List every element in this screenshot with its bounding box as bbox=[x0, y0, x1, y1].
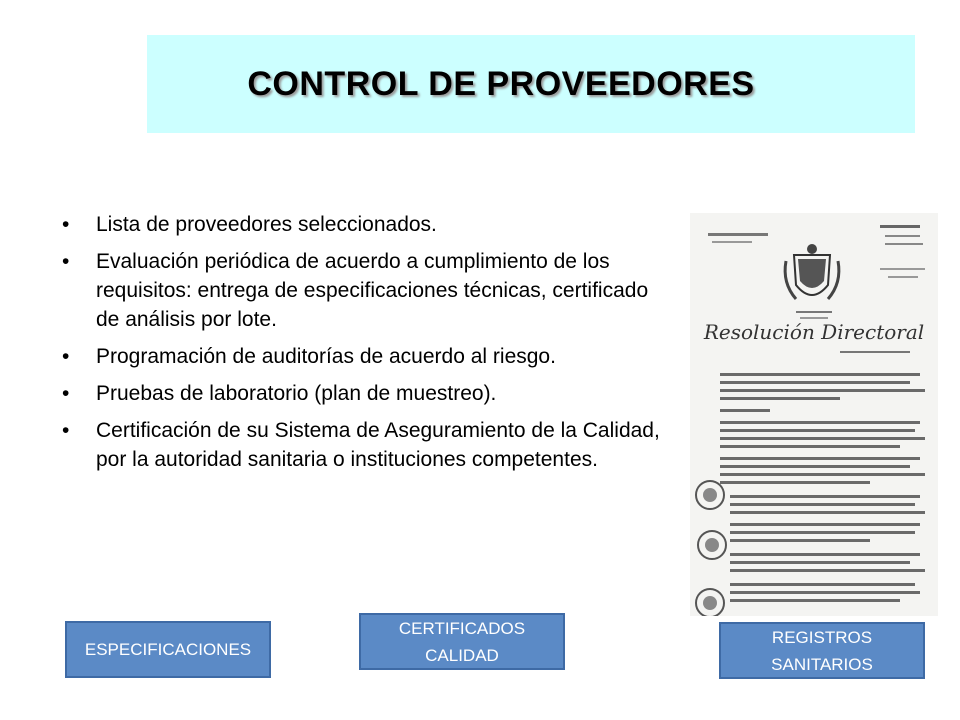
document-heading: Resolución Directoral bbox=[703, 320, 925, 344]
bullet-icon: • bbox=[62, 213, 70, 236]
registros-label-line1: REGISTROS bbox=[771, 627, 873, 647]
list-item: • Programación de auditorías de acuerdo al riesgo. bbox=[62, 342, 662, 371]
document-scan-illustration bbox=[690, 213, 938, 616]
bullet-icon: • bbox=[62, 419, 70, 442]
registros-label-line2: SANITARIOS bbox=[771, 654, 873, 674]
registros-sanitarios-button[interactable] bbox=[719, 622, 925, 679]
bullet-list bbox=[62, 210, 662, 482]
certificados-calidad-button[interactable] bbox=[359, 613, 565, 670]
resolution-document-image bbox=[690, 213, 938, 616]
bullet-icon: • bbox=[62, 250, 70, 273]
list-item: • Pruebas de laboratorio (plan de muestreo). bbox=[62, 379, 662, 408]
especificaciones-label: ESPECIFICACIONES bbox=[84, 640, 252, 659]
bullet-icon: • bbox=[62, 345, 70, 368]
list-item: • Evaluación periódica de acuerdo a cumplimiento de los requisitos: entrega de especificaciones técnicas, certificado de análisis por lote. bbox=[62, 247, 662, 334]
bullet-icon: • bbox=[62, 382, 70, 405]
certificados-label-line2: CALIDAD bbox=[425, 645, 499, 665]
certificados-label-line1: CERTIFICADOS bbox=[398, 618, 526, 638]
page-title: CONTROL DE PROVEEDORES bbox=[247, 64, 755, 103]
especificaciones-button[interactable] bbox=[65, 621, 271, 678]
list-item: • Lista de proveedores seleccionados. bbox=[62, 210, 662, 239]
title-banner bbox=[147, 35, 915, 133]
list-item: • Certificación de su Sistema de Aseguramiento de la Calidad, por la autoridad sanitaria o instituciones competentes. bbox=[62, 416, 662, 474]
